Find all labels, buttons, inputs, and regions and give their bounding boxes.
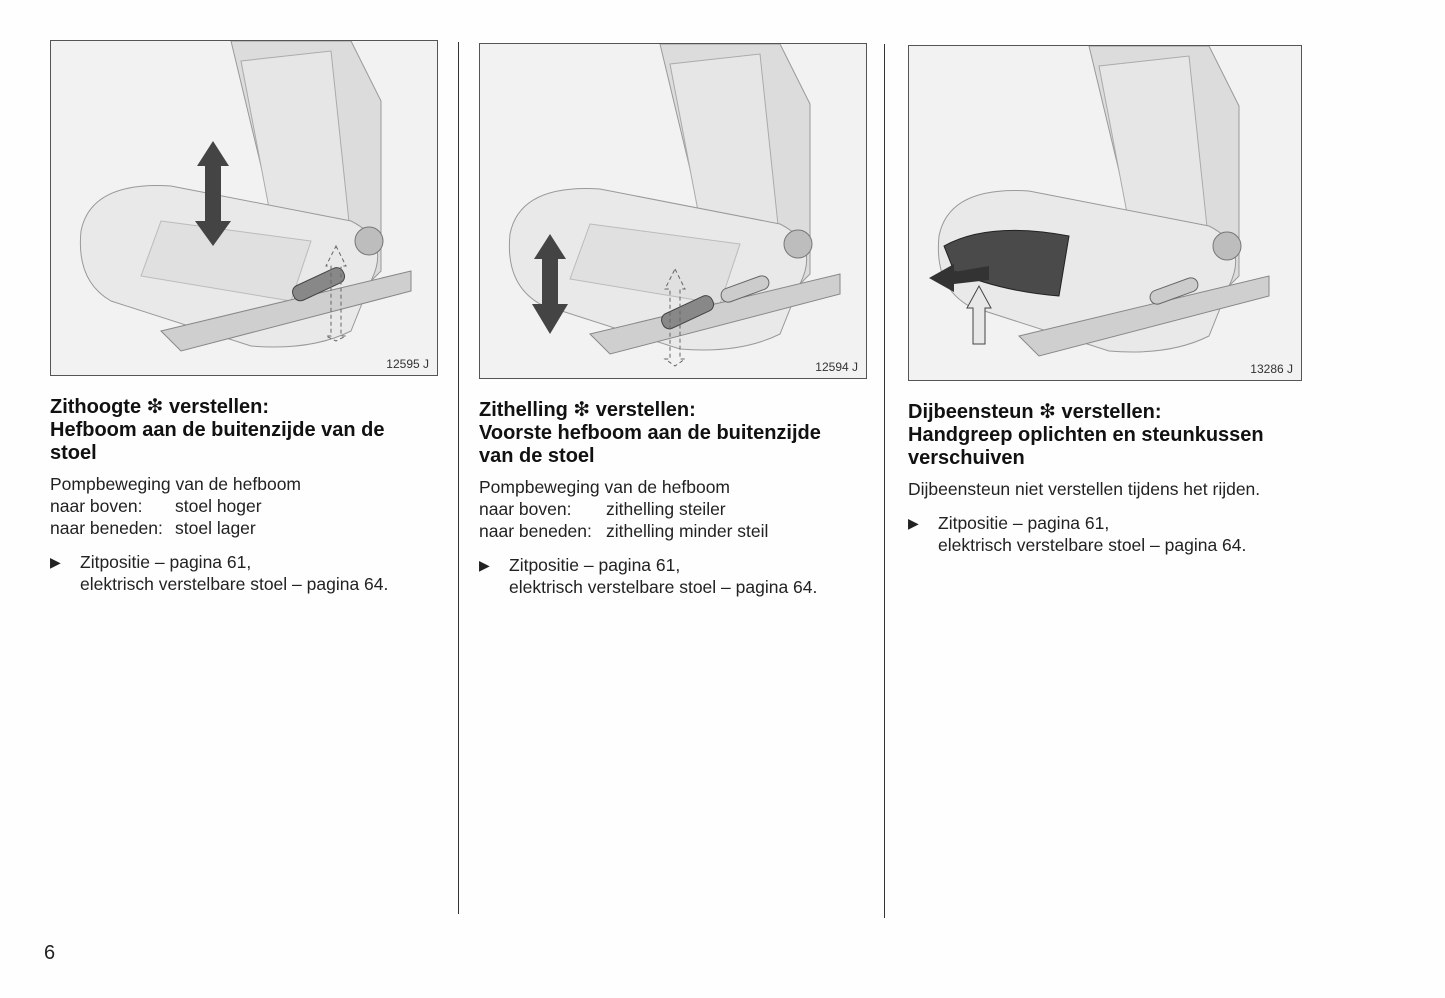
heading-line: Handgreep oplichten en steunkussen: [908, 424, 1264, 446]
down-row: [50, 517, 450, 539]
heading-line: verschuiven: [908, 447, 1025, 469]
triangle-bullet-icon: ▶: [479, 557, 490, 573]
section-heading: [908, 401, 1308, 470]
cross-reference: [479, 554, 879, 598]
up-value: zithelling steiler: [606, 499, 726, 519]
ref-line: Zitpositie – pagina 61,: [509, 555, 681, 575]
triangle-bullet-icon: ▶: [908, 515, 919, 531]
down-value: zithelling minder steil: [606, 521, 769, 541]
figure-code: 13286 J: [1250, 362, 1293, 376]
section-seat-tilt: [479, 43, 879, 598]
heading-line: Hefboom aan de buitenzijde van de: [50, 419, 385, 441]
figure-code: 12594 J: [815, 360, 858, 374]
instructions: [50, 473, 450, 539]
down-label: naar beneden:: [479, 521, 592, 541]
ref-line: elektrisch verstelbare stoel – pagina 64.: [80, 574, 389, 594]
down-row: [479, 520, 879, 542]
down-label: naar beneden:: [50, 518, 163, 538]
figure-code: 12595 J: [386, 357, 429, 371]
down-value: stoel lager: [175, 518, 256, 538]
up-row: [50, 495, 450, 517]
section-heading: [479, 399, 879, 468]
cross-reference: [908, 512, 1308, 556]
intro-text: Pompbeweging van de hefboom: [50, 474, 302, 494]
intro-text: Dijbeensteun niet verstellen tijdens het rijden.: [908, 479, 1261, 499]
heading-line: Zithelling ❇ verstellen:: [479, 399, 696, 421]
heading-line: van de stoel: [479, 445, 595, 467]
heading-line: stoel: [50, 442, 97, 464]
section-seat-height: [50, 40, 450, 595]
triangle-bullet-icon: ▶: [50, 554, 61, 570]
column-divider: [458, 42, 459, 914]
seat-tilt-illustration: [479, 43, 867, 379]
heading-line: Zithoogte ❇ verstellen:: [50, 396, 270, 418]
up-label: naar boven:: [50, 496, 143, 516]
ref-line: Zitpositie – pagina 61,: [938, 513, 1110, 533]
seat-illustration-2: [480, 44, 866, 378]
column-divider: [884, 44, 885, 918]
heading-line: Dijbeensteun ❇ verstellen:: [908, 401, 1162, 423]
intro-text: Pompbeweging van de hefboom: [479, 477, 731, 497]
up-label: naar boven:: [479, 499, 572, 519]
seat-illustration-3: [909, 46, 1301, 380]
section-thigh-support: [908, 45, 1308, 556]
instructions: [479, 476, 879, 542]
seat-illustration-1: [51, 41, 437, 375]
instructions: [908, 478, 1308, 500]
cross-reference: [50, 551, 450, 595]
ref-line: Zitpositie – pagina 61,: [80, 552, 252, 572]
page-number: 6: [44, 942, 56, 964]
section-heading: [50, 396, 450, 465]
ref-line: elektrisch verstelbare stoel – pagina 64.: [509, 577, 818, 597]
thigh-support-illustration: [908, 45, 1302, 381]
seat-height-illustration: [50, 40, 438, 376]
heading-line: Voorste hefboom aan de buitenzijde: [479, 422, 821, 444]
up-row: [479, 498, 879, 520]
ref-line: elektrisch verstelbare stoel – pagina 64.: [938, 535, 1247, 555]
up-value: stoel hoger: [175, 496, 262, 516]
